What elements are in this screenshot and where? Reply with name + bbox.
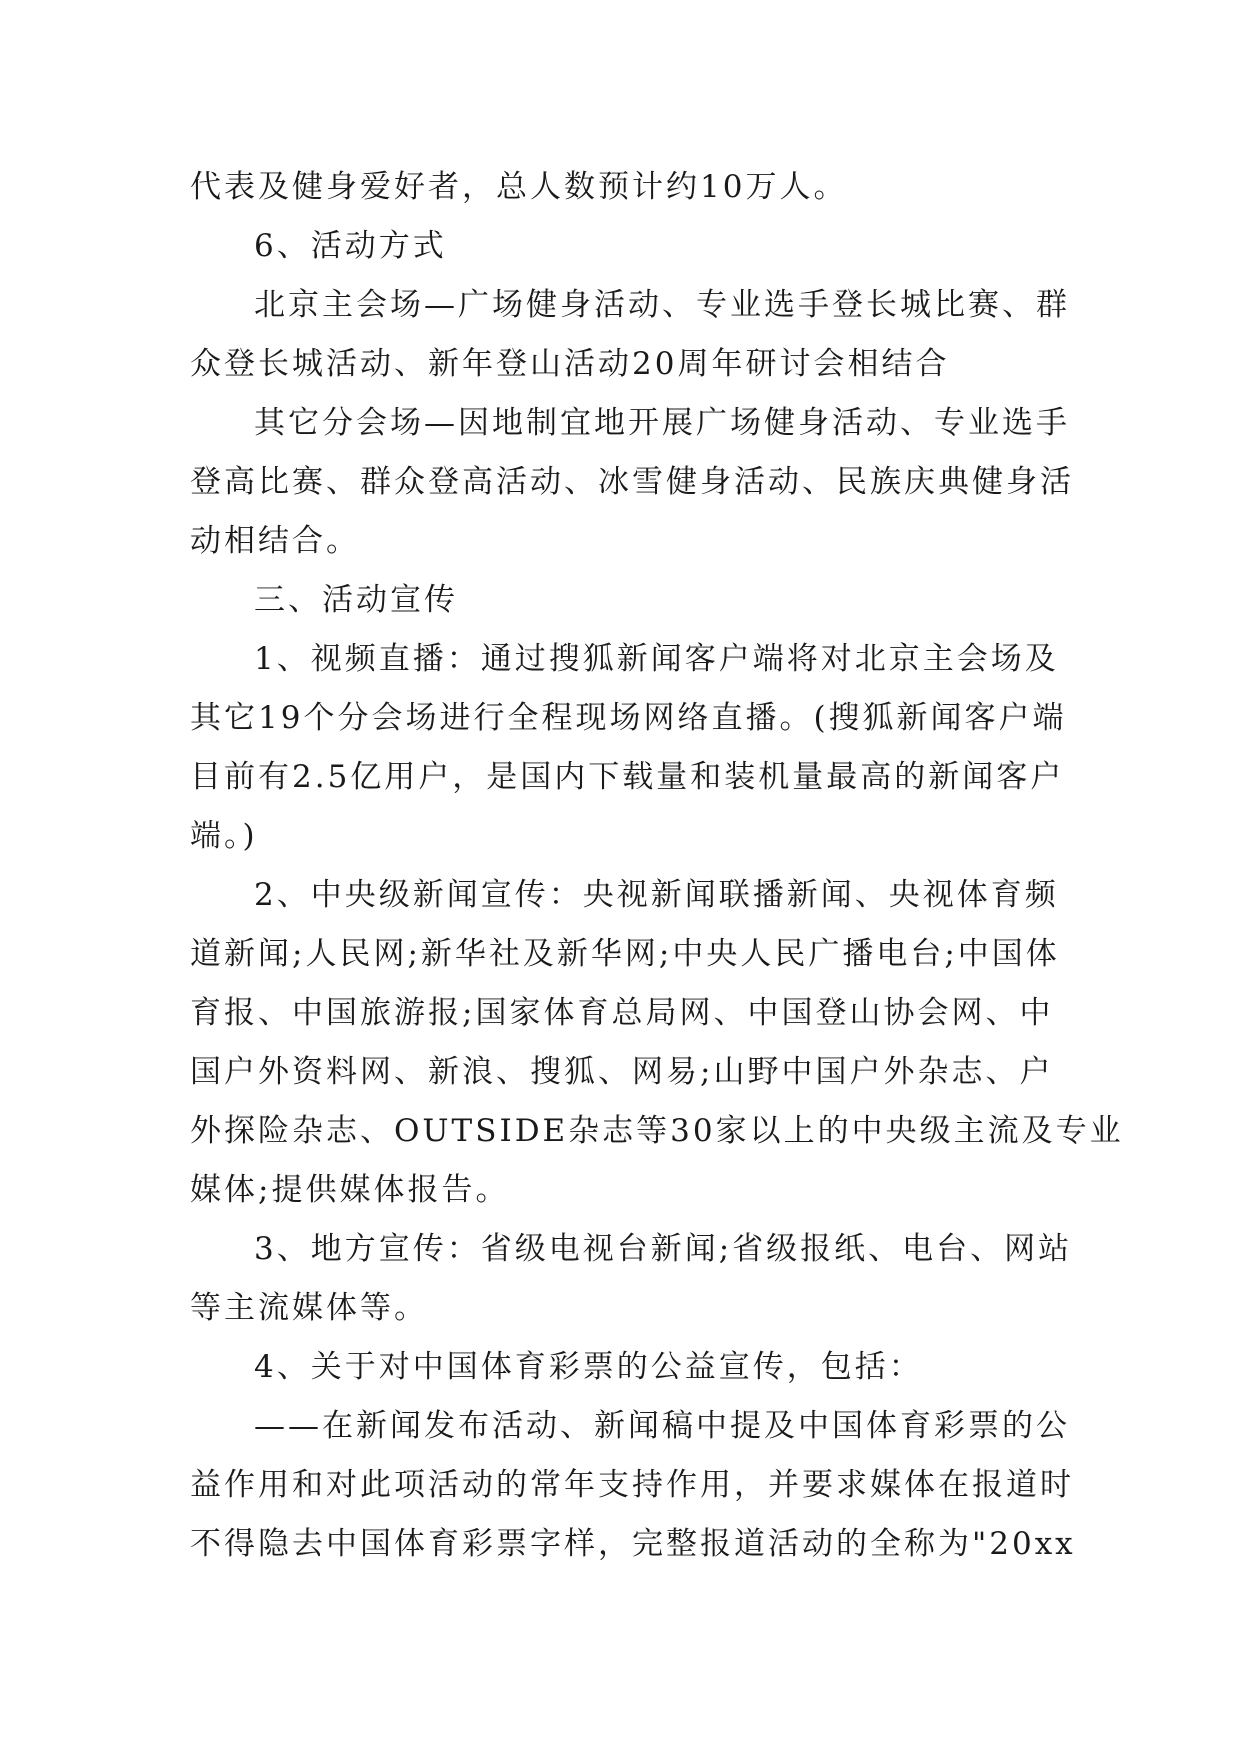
section-heading: 6、活动方式 [254, 228, 447, 264]
text-line: 动相结合。 [190, 523, 360, 559]
text-line: 国户外资料网、新浪、搜狐、网易;山野中国户外杂志、户 [190, 1054, 1054, 1090]
text-line: 代表及健身爱好者，总人数预计约10万人。 [190, 169, 848, 205]
text-line: 端。) [190, 818, 258, 854]
text-line: 3、地方宣传：省级电视台新闻;省级报纸、电台、网站 [254, 1231, 1073, 1267]
text-line: 等主流媒体等。 [190, 1290, 428, 1326]
text-line: 登高比赛、群众登高活动、冰雪健身活动、民族庆典健身活 [190, 464, 1074, 500]
text-line: 其它分会场—因地制宜地开展广场健身活动、专业选手 [254, 405, 1070, 441]
text-line: 4、关于对中国体育彩票的公益宣传，包括： [254, 1349, 923, 1385]
text-line: 育报、中国旅游报;国家体育总局网、中国登山协会网、中 [190, 995, 1054, 1031]
text-line: 益作用和对此项活动的常年支持作用，并要求媒体在报道时 [190, 1467, 1074, 1503]
text-line: 不得隐去中国体育彩票字样，完整报道活动的全称为"20xx [190, 1526, 1076, 1562]
text-line: 媒体;提供媒体报告。 [190, 1172, 510, 1208]
section-heading: 三、活动宣传 [254, 582, 458, 618]
text-line: 北京主会场—广场健身活动、专业选手登长城比赛、群 [254, 287, 1070, 323]
text-line: 众登长城活动、新年登山活动20周年研讨会相结合 [190, 346, 950, 382]
text-line: 其它19个分会场进行全程现场网络直播。(搜狐新闻客户端 [190, 700, 1067, 736]
text-line: 2、中央级新闻宣传：央视新闻联播新闻、央视体育频 [254, 877, 1059, 913]
text-line: 外探险杂志、OUTSIDE杂志等30家以上的中央级主流及专业 [190, 1113, 1124, 1149]
text-line: 1、视频直播：通过搜狐新闻客户端将对北京主会场及 [254, 641, 1059, 677]
text-line: 道新闻;人民网;新华社及新华网;中央人民广播电台;中国体 [190, 936, 1060, 972]
document-body [190, 158, 1124, 1574]
text-line: ——在新闻发布活动、新闻稿中提及中国体育彩票的公 [254, 1408, 1070, 1444]
text-line: 目前有2.5亿用户，是国内下载量和装机量最高的新闻客户 [190, 759, 1065, 795]
